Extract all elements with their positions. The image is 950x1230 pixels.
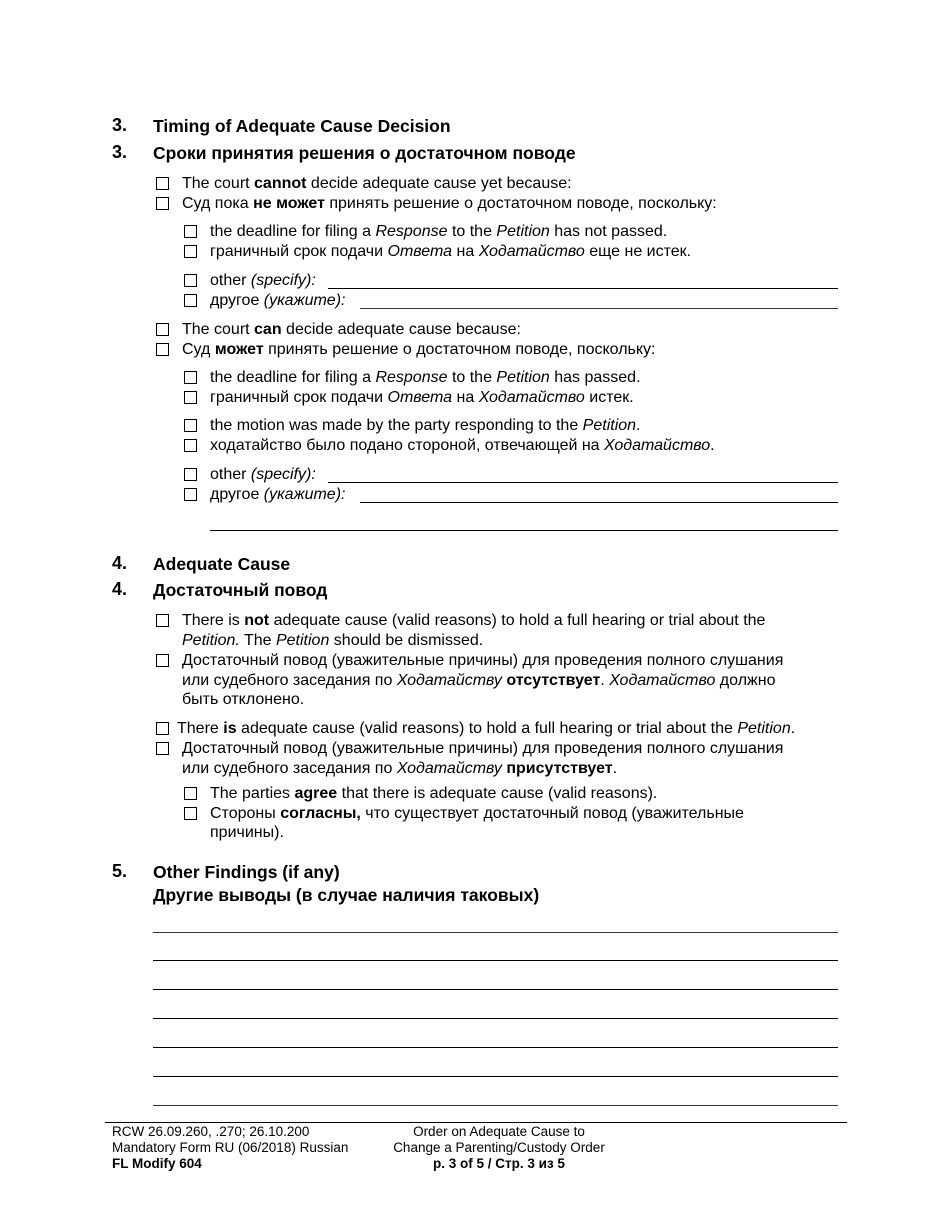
findings-line[interactable] — [153, 989, 838, 990]
not-adequate-checkbox-en[interactable] — [156, 614, 169, 627]
is-adequate-text-ru-l1: Достаточный повод (уважительные причины) для проведения полного слушания — [182, 740, 784, 757]
other-checkbox-en-2[interactable] — [184, 468, 197, 481]
can-decide-checkbox-en[interactable] — [156, 323, 169, 336]
footer-form-title-l2: Change a Parenting/Custody Order — [393, 1140, 605, 1155]
not-adequate-text-en-l2: Petition. The Petition should be dismissed. — [182, 632, 484, 649]
section-3-title-ru: Сроки принятия решения о достаточном поводе — [153, 143, 576, 163]
motion-responding-checkbox-en[interactable] — [184, 419, 197, 432]
other-checkbox-en-1[interactable] — [184, 274, 197, 287]
section-4-title-en: Adequate Cause — [153, 554, 291, 574]
other-text-en-1: other (specify): — [210, 272, 316, 289]
parties-agree-text-ru-l1: Стороны согласны, что существует достаточный повод (уважительные — [210, 805, 744, 822]
section-3-title-en: Timing of Adequate Cause Decision — [153, 116, 451, 136]
section-5-number: 5. — [112, 861, 128, 881]
findings-line[interactable] — [153, 1076, 838, 1077]
other-specify-line-ru-2[interactable] — [360, 502, 838, 503]
footer-form-title-l1: Order on Adequate Cause to — [413, 1124, 585, 1139]
cannot-decide-text-ru: Суд пока не может принять решение о достаточном поводе, поскольку: — [182, 195, 717, 212]
not-adequate-text-en-l1: There is not adequate cause (valid reasons) to hold a full hearing or trial about the — [182, 612, 766, 629]
footer-form-number: FL Modify 604 — [112, 1156, 202, 1171]
is-adequate-text-en: There is adequate cause (valid reasons) to hold a full hearing or trial about the Petition. — [177, 720, 796, 737]
motion-responding-text-ru: ходатайство было подано стороной, отвечающей на Ходатайство. — [210, 437, 715, 454]
footer-divider — [105, 1122, 847, 1123]
section-5-title-ru: Другие выводы (в случае наличия таковых) — [153, 885, 540, 905]
not-adequate-text-ru-l1: Достаточный повод (уважительные причины) для проведения полного слушания — [182, 652, 784, 669]
deadline-passed-checkbox-en[interactable] — [184, 371, 197, 384]
section-5-title-en: Other Findings (if any) — [153, 862, 340, 882]
section-3-number-ru: 3. — [112, 142, 128, 162]
other-specify-line-ru-1[interactable] — [360, 308, 838, 309]
findings-line[interactable] — [153, 1047, 838, 1048]
other-checkbox-ru-1[interactable] — [184, 294, 197, 307]
other-specify-line-1[interactable] — [328, 288, 838, 289]
parties-agree-text-ru-l2: причины). — [210, 824, 284, 841]
deadline-not-passed-text-en: the deadline for filing a Response to the Petition has not passed. — [210, 223, 668, 240]
cannot-decide-checkbox-en[interactable] — [156, 177, 169, 190]
section-4-title-ru: Достаточный повод — [153, 580, 328, 600]
section-4-number-ru: 4. — [112, 579, 128, 599]
not-adequate-text-ru-l3: быть отклонено. — [182, 691, 305, 708]
deadline-passed-text-ru: граничный срок подачи Ответа на Ходатайство истек. — [210, 389, 634, 406]
other-text-ru-1: другое (укажите): — [210, 292, 346, 309]
findings-line[interactable] — [153, 932, 838, 933]
other-text-en-2: other (specify): — [210, 466, 316, 483]
other-specify-extra-line[interactable] — [210, 530, 838, 531]
footer-page-number: p. 3 of 5 / Стр. 3 из 5 — [433, 1156, 565, 1171]
section-4-number: 4. — [112, 553, 128, 573]
cannot-decide-text-en: The court cannot decide adequate cause yet because: — [182, 175, 572, 192]
findings-line[interactable] — [153, 1018, 838, 1019]
parties-agree-checkbox-en[interactable] — [184, 787, 197, 800]
is-adequate-text-ru-l2: или судебного заседания по Ходатайству присутствует. — [182, 760, 618, 777]
motion-responding-checkbox-ru[interactable] — [184, 439, 197, 452]
footer-statutes: RCW 26.09.260, .270; 26.10.200 — [112, 1124, 310, 1139]
findings-line[interactable] — [153, 1105, 838, 1106]
is-adequate-checkbox-en[interactable] — [156, 722, 169, 735]
deadline-passed-text-en: the deadline for filing a Response to the Petition has passed. — [210, 369, 641, 386]
not-adequate-text-ru-l2: или судебного заседания по Ходатайству отсутствует. Ходатайство должно — [182, 672, 776, 689]
parties-agree-text-en: The parties agree that there is adequate cause (valid reasons). — [210, 785, 658, 802]
deadline-not-passed-checkbox-en[interactable] — [184, 225, 197, 238]
section-3-number: 3. — [112, 115, 128, 135]
deadline-not-passed-text-ru: граничный срок подачи Ответа на Ходатайство еще не истек. — [210, 243, 692, 260]
can-decide-checkbox-ru[interactable] — [156, 343, 169, 356]
deadline-passed-checkbox-ru[interactable] — [184, 391, 197, 404]
is-adequate-checkbox-ru[interactable] — [156, 742, 169, 755]
other-specify-line-2[interactable] — [328, 482, 838, 483]
can-decide-text-ru: Суд может принять решение о достаточном поводе, поскольку: — [182, 341, 656, 358]
not-adequate-checkbox-ru[interactable] — [156, 654, 169, 667]
findings-line[interactable] — [153, 960, 838, 961]
other-checkbox-ru-2[interactable] — [184, 488, 197, 501]
other-text-ru-2: другое (укажите): — [210, 486, 346, 503]
motion-responding-text-en: the motion was made by the party responding to the Petition. — [210, 417, 641, 434]
can-decide-text-en: The court can decide adequate cause because: — [182, 321, 521, 338]
parties-agree-checkbox-ru[interactable] — [184, 807, 197, 820]
deadline-not-passed-checkbox-ru[interactable] — [184, 245, 197, 258]
footer-form-version: Mandatory Form RU (06/2018) Russian — [112, 1140, 349, 1155]
cannot-decide-checkbox-ru[interactable] — [156, 197, 169, 210]
